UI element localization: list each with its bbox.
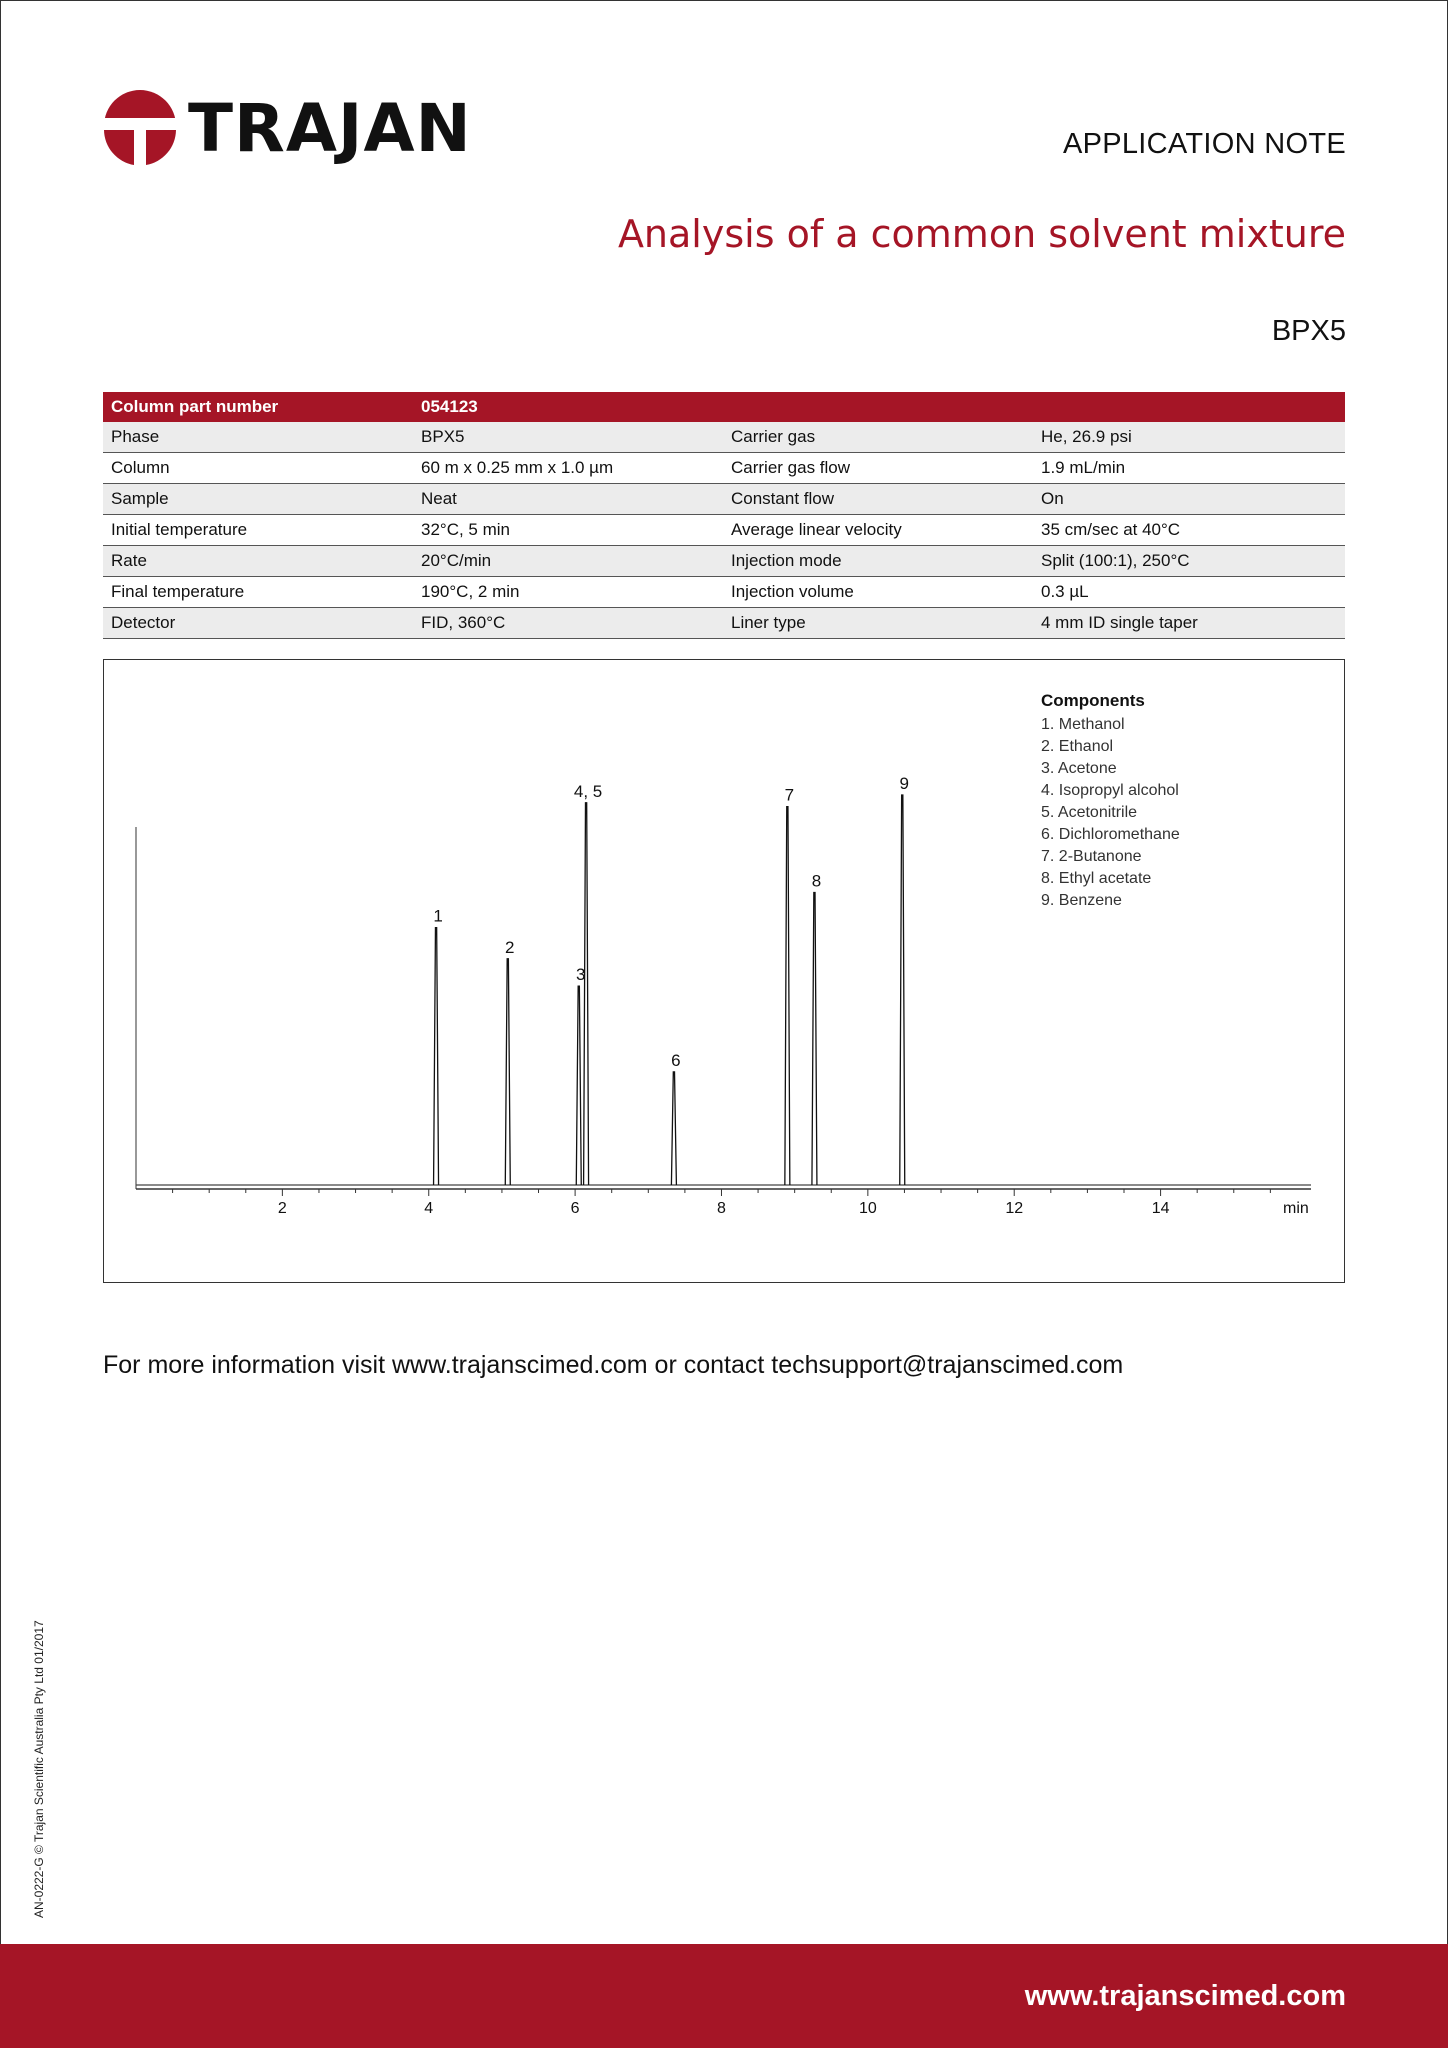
component-item: 3. Acetone [1041,760,1117,777]
table-cell: Split (100:1), 250°C [1033,546,1345,577]
doc-type-label: APPLICATION NOTE [1062,128,1346,160]
table-cell: Average linear velocity [723,515,1033,546]
spec-table-header [103,392,1345,422]
table-cell: 20°C/min [413,546,723,577]
components-legend [1041,690,1180,912]
component-item: 5. Acetonitrile [1041,804,1138,821]
table-row [103,422,1345,453]
table-cell: 1.9 mL/min [1033,453,1345,484]
trajan-t-logo-icon [104,90,176,166]
peak-label: 1 [433,906,443,926]
peak-trace [671,1072,676,1185]
legal-notice: AN-0222-G © Trajan Scientific Australia Pty Ltd 01/2017 [32,1620,46,1918]
trajan-logo [104,90,472,170]
table-cell: Detector [103,608,413,639]
x-axis-unit-label: min [1283,1200,1309,1217]
spec-header-value: 054123 [413,392,1345,422]
component-item: 1. Methanol [1041,716,1125,733]
peak-label: 4, 5 [573,781,603,801]
peak-trace [900,795,905,1185]
table-cell: 60 m x 0.25 mm x 1.0 µm [413,453,723,484]
table-cell: 0.3 µL [1033,577,1345,608]
table-cell: 32°C, 5 min [413,515,723,546]
x-tick-label: 2 [277,1200,287,1217]
table-cell: Rate [103,546,413,577]
table-cell: Neat [413,484,723,515]
x-tick-label: 6 [570,1200,580,1217]
peak-label: 9 [899,774,909,793]
peak-trace [576,986,581,1185]
components-title: Components [1041,691,1145,710]
table-cell: 35 cm/sec at 40°C [1033,515,1345,546]
peak-trace [434,928,439,1185]
table-cell: Final temperature [103,577,413,608]
table-cell: Column [103,453,413,484]
page-subtitle: BPX5 [1271,315,1346,347]
peak-trace [505,959,510,1185]
x-tick-label: 10 [858,1200,877,1217]
brand-name: TRAJAN [188,90,472,167]
peak-label: 6 [671,1050,681,1070]
table-cell: BPX5 [413,422,723,453]
peak-label: 3 [576,965,586,985]
peak-label: 8 [811,871,822,891]
contact-info: For more information visit www.trajanscimed.com or contact techsupport@trajanscimed.com [103,1351,1124,1379]
component-item: 2. Ethanol [1041,738,1114,755]
table-cell: Injection volume [723,577,1033,608]
footer-url[interactable]: www.trajanscimed.com [1024,1980,1346,2012]
x-tick-label: 8 [717,1200,726,1217]
table-row [103,577,1345,608]
table-row [103,453,1345,484]
x-tick-label: 4 [424,1200,434,1217]
table-row [103,546,1345,577]
table-cell: Constant flow [723,484,1033,515]
component-item: 9. Benzene [1041,892,1122,909]
table-row [103,608,1345,639]
x-tick-label: 14 [1151,1200,1170,1217]
table-cell: Injection mode [723,546,1033,577]
table-cell: Sample [103,484,413,515]
peak-trace [584,803,589,1185]
table-row [103,515,1345,546]
component-item: 8. Ethyl acetate [1041,870,1152,887]
table-cell: Carrier gas [723,422,1033,453]
component-item: 6. Dichloromethane [1041,826,1180,843]
table-cell: Carrier gas flow [723,453,1033,484]
table-cell: He, 26.9 psi [1033,422,1345,453]
table-cell: Phase [103,422,413,453]
peak-trace [785,807,790,1185]
peak-label: 7 [784,785,795,805]
table-cell: On [1033,484,1345,515]
x-tick-label: 12 [1005,1200,1024,1217]
table-row [103,484,1345,515]
table-cell: 190°C, 2 min [413,577,723,608]
peak-label: 2 [505,937,515,957]
table-cell: 4 mm ID single taper [1033,608,1345,639]
spec-table [103,392,1345,639]
component-item: 7. 2-Butanone [1041,848,1142,865]
page-title: Analysis of a common solvent mixture [617,212,1346,256]
table-cell: Initial temperature [103,515,413,546]
peak-trace [812,893,817,1186]
table-cell: FID, 360°C [413,608,723,639]
table-cell: Liner type [723,608,1033,639]
spec-header-label: Column part number [103,392,413,422]
component-item: 4. Isopropyl alcohol [1041,782,1179,799]
